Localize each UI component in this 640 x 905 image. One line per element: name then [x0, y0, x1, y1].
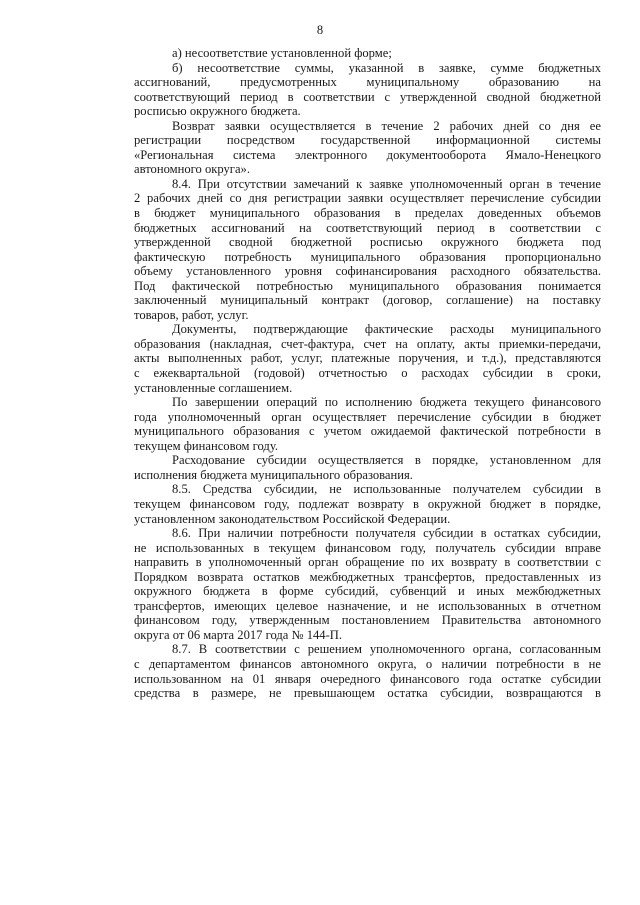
text-line: средства в размере, не превышающем остатка субсидии, возвращаются в: [134, 686, 601, 701]
text-line: товаров, работ, услуг.: [134, 307, 249, 322]
text-line: объему установленного уровня софинансирования расходного обязательства.: [134, 264, 601, 279]
paragraph-p5: [96, 322, 601, 395]
text-line: бюджетных ассигнований на соответствующий период в соответствии с: [134, 220, 601, 235]
paragraph-p4: [96, 177, 601, 322]
paragraph-p3: [96, 119, 601, 177]
page-number: 8: [316, 23, 324, 37]
text-line: направить в уполномоченный орган обращение по их возврату в соответствии с: [134, 555, 601, 570]
text-line: Порядком возврата остатков межбюджетных трансфертов, предоставленных из: [134, 569, 601, 584]
text-line: текущем финансовом году, подлежат возврату в окружной бюджет в порядке,: [134, 496, 601, 511]
text-line: автономного округа».: [134, 162, 250, 177]
text-line: регистрации посредством государственной информационной системы: [134, 133, 601, 148]
text-line: «Региональная система электронного документооборота Ямало-Ненецкого: [134, 147, 601, 162]
text-line: утвержденной сводной бюджетной росписью окружного бюджета под: [134, 235, 601, 250]
text-line: ассигнований, предусмотренных муниципальному образованию на: [134, 75, 601, 90]
text-line: а) несоответствие установленной форме;: [172, 46, 392, 60]
text-line: трансфертов, имеющих целевое назначение, и не использованных в отчетном: [134, 598, 601, 613]
text-line: По завершении операций по исполнению бюджета текущего финансового: [172, 395, 601, 410]
paragraph-p9: [96, 526, 601, 642]
text-line: в бюджет муниципального образования в пределах доведенных объемов: [134, 206, 601, 221]
text-line: 8.4. При отсутствии замечаний к заявке уполномоченный орган в течение: [172, 176, 601, 191]
paragraph-p8: [96, 482, 601, 526]
text-line: финансовом году, утвержденным постановлением Правительства автономного: [134, 613, 601, 628]
text-line: Возврат заявки осуществляется в течение 2 рабочих дней со дня ее: [172, 118, 601, 133]
text-line: фактическую потребность муниципального образования пропорционально: [134, 249, 601, 264]
document-body: [96, 46, 601, 701]
text-line: установленные соглашением.: [134, 380, 293, 395]
text-line: заключенный муниципальный контракт (договор, соглашение) на поставку: [134, 293, 601, 308]
text-line: окружного бюджета в форме субсидий, субвенций и иных межбюджетных: [134, 584, 601, 599]
text-line: Под фактической потребностью муниципального образования понимается: [134, 278, 601, 293]
text-line: 8.6. При наличии потребности получателя субсидии в остатках субсидии,: [172, 526, 601, 541]
text-line: текущем финансовом году.: [134, 438, 279, 453]
text-line: установленном законодательством Российской Федерации.: [134, 511, 451, 526]
text-line: 8.5. Средства субсидии, не использованные получателем субсидии в: [172, 482, 601, 497]
text-line: использованном на 01 января очередного финансового года остатке субсидии: [134, 671, 601, 686]
text-line: муниципального образования с учетом ожидаемой фактической потребности в: [134, 424, 601, 439]
text-line: Документы, подтверждающие фактические расходы муниципального: [172, 322, 601, 337]
paragraph-p7: [96, 453, 601, 482]
paragraph-p6: [96, 395, 601, 453]
text-line: с департаментом финансов автономного округа, о наличии потребности в не: [134, 656, 601, 671]
text-line: года уполномоченный орган осуществляет перечисление субсидии в бюджет: [134, 409, 601, 424]
text-line: не использованных в текущем финансовом году, получатель субсидии вправе: [134, 540, 601, 555]
text-line: б) несоответствие суммы, указанной в заявке, сумме бюджетных: [172, 60, 601, 75]
text-line: соответствующий период в соответствии с утвержденной сводной бюджетной: [134, 89, 601, 104]
paragraph-p2: [96, 61, 601, 119]
paragraph-p10: [96, 642, 601, 700]
text-line: образования (накладная, счет-фактура, счет на оплату, акты приемки-передачи,: [134, 336, 601, 351]
text-line: росписью окружного бюджета.: [134, 104, 301, 119]
text-line: акты выполненных работ, услуг, платежные поручения, и т.д.), представляются: [134, 351, 601, 366]
text-line: Расходование субсидии осуществляется в порядке, установленном для: [172, 453, 601, 468]
text-line: 2 рабочих дней со дня регистрации заявки осуществляет перечисление субсидии: [134, 191, 601, 206]
text-line: 8.7. В соответствии с решением уполномоченного органа, согласованным: [172, 642, 601, 657]
text-line: с ежеквартальной (годовой) отчетностью о расходах субсидии в сроки,: [134, 366, 601, 381]
paragraph-p1: [96, 46, 601, 61]
text-line: исполнения бюджета муниципального образования.: [134, 467, 413, 482]
text-line: округа от 06 марта 2017 года № 144-П.: [134, 627, 343, 642]
